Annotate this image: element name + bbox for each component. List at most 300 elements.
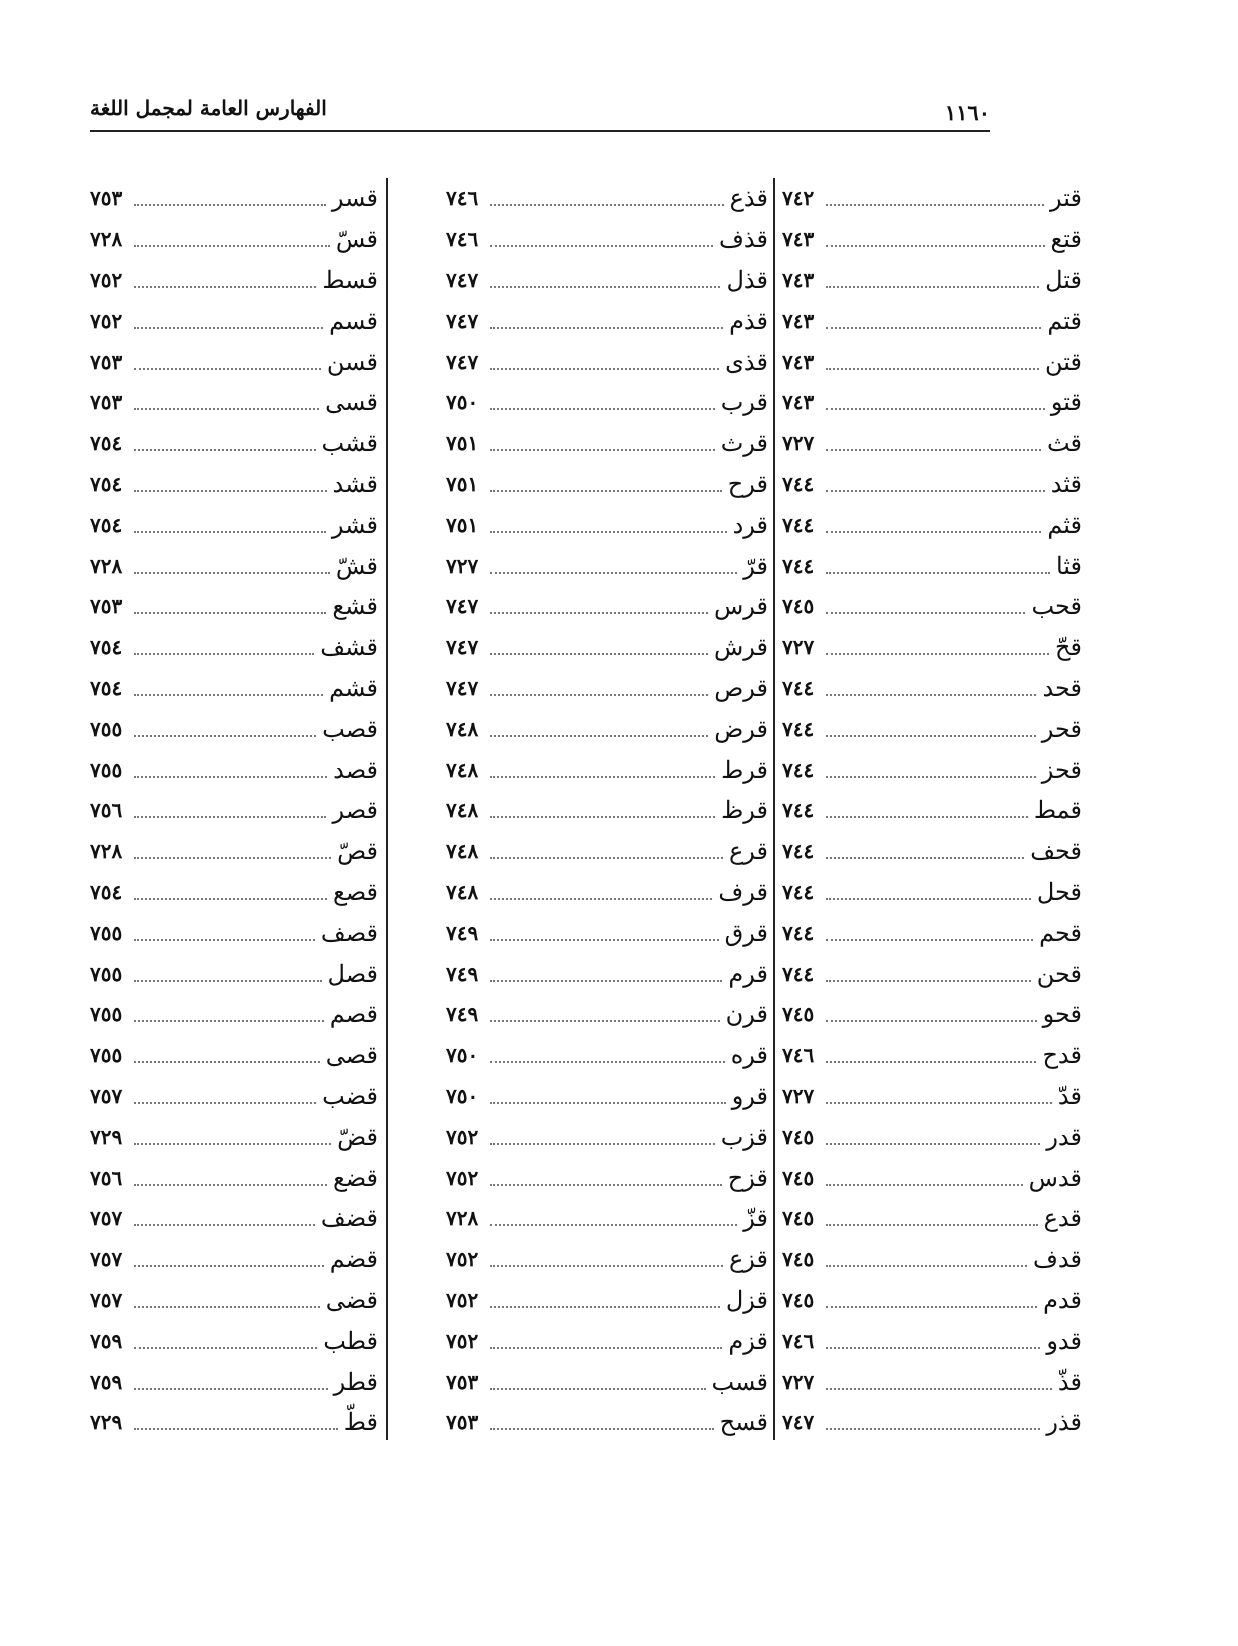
entry-page-number: ٧٥١	[446, 431, 479, 456]
entry-term: قتم	[1047, 306, 1082, 335]
index-entry	[446, 831, 768, 872]
entry-term: قشر	[331, 510, 378, 539]
entry-term: قضى	[325, 1285, 378, 1314]
index-entry	[90, 586, 378, 627]
entry-page-number: ٧٥٢	[446, 1247, 479, 1272]
entry-page-number: ٧٢٧	[446, 553, 479, 578]
entry-term: قصع	[332, 877, 378, 906]
running-title: الفهارس العامة لمجمل اللغة	[90, 96, 327, 120]
entry-page-number: ٧٥٠	[446, 390, 479, 415]
index-entry	[446, 219, 768, 260]
index-entry	[90, 1198, 378, 1239]
dot-leader	[490, 925, 718, 941]
entry-term: قحم	[1039, 918, 1082, 947]
dot-leader	[826, 190, 1044, 206]
index-entry	[782, 219, 1082, 260]
entry-page-number: ٧٤٧	[446, 308, 479, 333]
index-entry	[446, 1280, 768, 1321]
dot-leader	[490, 1210, 737, 1226]
entry-term: قسن	[326, 347, 378, 376]
entry-term: قضّ	[337, 1122, 378, 1151]
entry-page-number: ٧٥٢	[446, 1287, 479, 1312]
entry-page-number: ٧٤٨	[446, 839, 479, 864]
dot-leader	[826, 598, 1025, 614]
index-entry	[90, 831, 378, 872]
entry-term: قث	[1046, 429, 1082, 458]
dot-leader	[134, 1047, 319, 1063]
dot-leader	[490, 1047, 724, 1063]
entry-term: قدح	[1042, 1041, 1082, 1070]
dot-leader	[490, 558, 737, 574]
entry-page-number: ٧٤٨	[446, 757, 479, 782]
entry-page-number: ٧٥٤	[90, 431, 123, 456]
entry-page-number: ٧٥٥	[90, 757, 123, 782]
dot-leader	[826, 1088, 1052, 1104]
entry-page-number: ٧٤٢	[782, 186, 815, 211]
dot-leader	[134, 1170, 327, 1186]
entry-term: قرض	[714, 714, 768, 743]
index-entry	[446, 708, 768, 749]
entry-page-number: ٧٢٨	[90, 553, 123, 578]
dot-leader	[490, 598, 708, 614]
index-entry	[782, 790, 1082, 831]
column-divider	[386, 178, 388, 1440]
entry-page-number: ٧٥٣	[446, 1369, 479, 1394]
dot-leader	[134, 558, 330, 574]
index-entry	[90, 504, 378, 545]
index-entry	[446, 464, 768, 505]
dot-leader	[134, 1251, 324, 1267]
entry-page-number: ٧٥٢	[446, 1328, 479, 1353]
entry-page-number: ٧٥٢	[446, 1165, 479, 1190]
entry-term: قرّ	[743, 551, 768, 580]
entry-page-number: ٧٢٧	[782, 431, 815, 456]
entry-term: قزح	[727, 1163, 768, 1192]
dot-leader	[134, 598, 326, 614]
dot-leader	[826, 1374, 1052, 1390]
dot-leader	[826, 394, 1045, 410]
entry-term: قتن	[1045, 347, 1082, 376]
entry-page-number: ٧٤٣	[782, 390, 815, 415]
index-entry	[782, 504, 1082, 545]
entry-page-number: ٧٤٨	[446, 879, 479, 904]
index-column-1	[782, 178, 1082, 1440]
index-entry	[782, 708, 1082, 749]
dot-leader	[826, 354, 1039, 370]
dot-leader	[826, 1170, 1022, 1186]
entry-term: قشب	[321, 429, 378, 458]
dot-leader	[134, 1088, 316, 1104]
entry-page-number: ٧٥٤	[90, 675, 123, 700]
entry-term: قدو	[1046, 1326, 1082, 1355]
entry-page-number: ٧٤٣	[782, 349, 815, 374]
index-entry	[782, 1320, 1082, 1361]
entry-term: قضم	[329, 1245, 378, 1274]
dot-leader	[134, 476, 326, 492]
dot-leader	[134, 517, 326, 533]
index-entry	[90, 953, 378, 994]
index-entry	[446, 1402, 768, 1443]
index-entry	[446, 300, 768, 341]
dot-leader	[490, 1333, 722, 1349]
entry-term: قحن	[1036, 959, 1082, 988]
index-entry	[782, 1076, 1082, 1117]
entry-page-number: ٧٥٣	[90, 349, 123, 374]
dot-leader	[826, 721, 1036, 737]
dot-leader	[134, 1374, 327, 1390]
entry-page-number: ٧٤٨	[446, 716, 479, 741]
dot-leader	[134, 394, 319, 410]
index-entry	[446, 872, 768, 913]
entry-page-number: ٧٥٧	[90, 1247, 123, 1272]
dot-leader	[826, 435, 1041, 451]
entry-term: قرن	[725, 1000, 768, 1029]
column-divider	[773, 178, 775, 1440]
entry-page-number: ٧٥١	[446, 471, 479, 496]
entry-term: قتو	[1050, 388, 1082, 417]
entry-term: قذر	[1046, 1408, 1082, 1437]
index-entry	[446, 423, 768, 464]
entry-term: قمط	[1033, 796, 1082, 825]
index-entry	[782, 1361, 1082, 1402]
index-column-2	[446, 178, 768, 1440]
entry-page-number: ٧٥٥	[90, 920, 123, 945]
entry-term: قصى	[325, 1041, 378, 1070]
index-entry	[446, 178, 768, 219]
index-entry	[782, 668, 1082, 709]
dot-leader	[134, 1292, 319, 1308]
entry-page-number: ٧٥٣	[90, 594, 123, 619]
index-entry	[90, 382, 378, 423]
entry-page-number: ٧٥٠	[446, 1083, 479, 1108]
entry-page-number: ٧٤٤	[782, 961, 815, 986]
index-entry	[90, 1116, 378, 1157]
entry-page-number: ٧٤٧	[446, 267, 479, 292]
entry-term: قثا	[1055, 551, 1082, 580]
index-entry	[782, 872, 1082, 913]
index-entry	[446, 994, 768, 1035]
entry-term: قسر	[331, 184, 378, 213]
entry-term: قسح	[719, 1408, 768, 1437]
dot-leader	[826, 1047, 1036, 1063]
entry-term: قدس	[1028, 1163, 1082, 1192]
dot-leader	[490, 762, 715, 778]
index-entry	[90, 545, 378, 586]
index-entry	[90, 219, 378, 260]
entry-page-number: ٧٥٢	[446, 1124, 479, 1149]
entry-page-number: ٧٤٥	[782, 1287, 815, 1312]
index-entry	[446, 382, 768, 423]
index-entry	[782, 260, 1082, 301]
entry-term: قثم	[1047, 510, 1082, 539]
entry-term: قرث	[720, 429, 768, 458]
dot-leader	[134, 762, 327, 778]
dot-leader	[134, 639, 314, 655]
entry-term: قذم	[729, 306, 768, 335]
entry-page-number: ٧٢٩	[90, 1410, 123, 1435]
dot-leader	[134, 354, 321, 370]
entry-page-number: ٧٢٨	[90, 227, 123, 252]
dot-leader	[490, 1251, 723, 1267]
dot-leader	[134, 435, 315, 451]
dot-leader	[490, 1088, 725, 1104]
index-entry	[90, 464, 378, 505]
dot-leader	[490, 884, 712, 900]
entry-term: قشّ	[335, 551, 378, 580]
index-entry	[782, 994, 1082, 1035]
entry-page-number: ٧٤٤	[782, 839, 815, 864]
entry-page-number: ٧٥٤	[90, 471, 123, 496]
index-entry	[446, 545, 768, 586]
entry-term: قحب	[1031, 592, 1082, 621]
index-entry	[90, 1280, 378, 1321]
dot-leader	[826, 1333, 1040, 1349]
entry-term: قحر	[1041, 714, 1082, 743]
entry-term: قسّ	[335, 225, 378, 254]
index-entry	[90, 1239, 378, 1280]
dot-leader	[826, 1414, 1040, 1430]
entry-page-number: ٧٥٦	[90, 798, 123, 823]
index-entry	[782, 1035, 1082, 1076]
entry-term: قسط	[322, 265, 378, 294]
entry-page-number: ٧٢٧	[782, 1083, 815, 1108]
dot-leader	[490, 476, 722, 492]
dot-leader	[826, 843, 1024, 859]
index-entry	[90, 790, 378, 831]
entry-term: قصل	[327, 959, 378, 988]
dot-leader	[490, 1374, 705, 1390]
index-entry	[782, 382, 1082, 423]
entry-term: قضع	[332, 1163, 378, 1192]
dot-leader	[490, 1129, 714, 1145]
index-entry	[782, 1239, 1082, 1280]
index-grid	[90, 178, 1082, 1440]
dot-leader	[490, 721, 708, 737]
entry-page-number: ٧٤٦	[446, 227, 479, 252]
index-entry	[446, 953, 768, 994]
entry-page-number: ٧٤٧	[782, 1410, 815, 1435]
page-number: ١١٦٠	[944, 100, 990, 125]
dot-leader	[490, 843, 723, 859]
dot-leader	[826, 517, 1041, 533]
index-entry	[90, 668, 378, 709]
index-entry	[446, 668, 768, 709]
dot-leader	[134, 231, 330, 247]
entry-term: قدف	[1033, 1245, 1082, 1274]
index-entry	[446, 1198, 768, 1239]
entry-term: قذع	[729, 184, 768, 213]
entry-term: قرح	[727, 469, 768, 498]
dot-leader	[134, 1414, 338, 1430]
index-entry	[782, 1198, 1082, 1239]
index-entry	[446, 586, 768, 627]
dot-leader	[826, 1210, 1037, 1226]
index-entry	[90, 178, 378, 219]
dot-leader	[490, 394, 714, 410]
entry-page-number: ٧٢٩	[90, 1124, 123, 1149]
entry-term: قزّ	[743, 1204, 768, 1233]
dot-leader	[826, 272, 1039, 288]
entry-page-number: ٧٥٧	[90, 1206, 123, 1231]
entry-page-number: ٧٤٤	[782, 879, 815, 904]
dot-leader	[826, 802, 1028, 818]
entry-page-number: ٧٤٣	[782, 308, 815, 333]
dot-leader	[490, 802, 715, 818]
entry-term: قسى	[325, 388, 378, 417]
entry-page-number: ٧٤٩	[446, 961, 479, 986]
entry-page-number: ٧٤٤	[782, 798, 815, 823]
index-entry	[782, 1280, 1082, 1321]
dot-leader	[134, 721, 316, 737]
entry-term: قرب	[720, 388, 768, 417]
index-entry	[782, 545, 1082, 586]
entry-term: قزم	[728, 1326, 768, 1355]
dot-leader	[134, 802, 326, 818]
entry-term: قذل	[726, 265, 768, 294]
dot-leader	[826, 1129, 1040, 1145]
index-entry	[446, 260, 768, 301]
index-entry	[90, 1035, 378, 1076]
index-entry	[782, 586, 1082, 627]
index-entry	[90, 872, 378, 913]
dot-leader	[134, 190, 326, 206]
entry-page-number: ٧٤٥	[782, 594, 815, 619]
entry-term: قسب	[711, 1367, 768, 1396]
dot-leader	[826, 1251, 1027, 1267]
entry-page-number: ٧٤٥	[782, 1002, 815, 1027]
index-entry	[446, 1116, 768, 1157]
entry-term: قرق	[724, 918, 768, 947]
entry-term: قحّ	[1055, 633, 1082, 662]
dot-leader	[134, 1333, 317, 1349]
entry-page-number: ٧٤٥	[782, 1206, 815, 1231]
entry-term: قرس	[713, 592, 768, 621]
index-column-3	[90, 178, 378, 1440]
entry-page-number: ٧٥٧	[90, 1287, 123, 1312]
entry-page-number: ٧٥٣	[90, 186, 123, 211]
index-entry	[446, 1361, 768, 1402]
dot-leader	[134, 843, 331, 859]
index-entry	[446, 1320, 768, 1361]
index-entry	[90, 300, 378, 341]
dot-leader	[490, 1006, 719, 1022]
entry-term: قدّ	[1057, 1081, 1082, 1110]
entry-page-number: ٧٤٤	[782, 757, 815, 782]
entry-page-number: ٧٤٧	[446, 675, 479, 700]
entry-page-number: ٧٢٧	[782, 1369, 815, 1394]
entry-page-number: ٧٤٣	[782, 267, 815, 292]
entry-term: قصر	[332, 796, 378, 825]
entry-page-number: ٧٤٣	[782, 227, 815, 252]
entry-page-number: ٧٥٣	[90, 390, 123, 415]
index-entry	[782, 464, 1082, 505]
dot-leader	[490, 966, 722, 982]
index-entry	[90, 1402, 378, 1443]
index-entry	[90, 1076, 378, 1117]
entry-term: قصد	[333, 755, 378, 784]
entry-term: قذف	[719, 225, 768, 254]
entry-term: قشع	[332, 592, 378, 621]
entry-term: قسم	[329, 306, 378, 335]
index-entry	[782, 627, 1082, 668]
dot-leader	[826, 231, 1044, 247]
entry-page-number: ٧٤٤	[782, 512, 815, 537]
index-entry	[782, 423, 1082, 464]
entry-page-number: ٧٢٨	[90, 839, 123, 864]
entry-page-number: ٧٥٤	[90, 879, 123, 904]
entry-page-number: ٧٥٥	[90, 1043, 123, 1068]
entry-term: قطّ	[343, 1408, 378, 1437]
entry-page-number: ٧٤٤	[782, 716, 815, 741]
entry-page-number: ٧٤٤	[782, 675, 815, 700]
entry-term: قطر	[333, 1367, 378, 1396]
index-entry	[782, 178, 1082, 219]
entry-page-number: ٧٥٥	[90, 1002, 123, 1027]
dot-leader	[490, 517, 726, 533]
entry-term: قذى	[725, 347, 768, 376]
entry-page-number: ٧٤٦	[782, 1043, 815, 1068]
entry-page-number: ٧٥٤	[90, 635, 123, 660]
entry-term: قضف	[320, 1204, 378, 1233]
entry-term: قثد	[1050, 469, 1082, 498]
index-entry	[446, 627, 768, 668]
entry-page-number: ٧٥٩	[90, 1328, 123, 1353]
dot-leader	[826, 558, 1050, 574]
entry-term: قحز	[1041, 755, 1082, 784]
entry-term: قرش	[713, 633, 768, 662]
entry-term: قرظ	[721, 796, 768, 825]
index-entry	[90, 994, 378, 1035]
index-entry	[446, 504, 768, 545]
dot-leader	[134, 1129, 331, 1145]
entry-page-number: ٧٤٤	[782, 920, 815, 945]
dot-leader	[826, 1292, 1037, 1308]
entry-page-number: ٧٤٥	[782, 1124, 815, 1149]
dot-leader	[490, 190, 723, 206]
index-entry	[90, 260, 378, 301]
entry-term: قحف	[1030, 837, 1082, 866]
dot-leader	[490, 354, 719, 370]
entry-page-number: ٧٥٠	[446, 1043, 479, 1068]
entry-term: قحل	[1036, 877, 1082, 906]
entry-page-number: ٧٥٦	[90, 1165, 123, 1190]
dot-leader	[134, 272, 316, 288]
entry-term: قدر	[1046, 1122, 1082, 1151]
dot-leader	[826, 476, 1044, 492]
index-entry	[446, 790, 768, 831]
dot-leader	[490, 680, 708, 696]
index-entry	[782, 300, 1082, 341]
entry-page-number: ٧٤٦	[446, 186, 479, 211]
index-entry	[782, 1402, 1082, 1443]
entry-page-number: ٧٤٩	[446, 1002, 479, 1027]
index-entry	[782, 953, 1082, 994]
dot-leader	[490, 1292, 720, 1308]
entry-term: قتع	[1050, 225, 1082, 254]
dot-leader	[134, 1006, 324, 1022]
entry-term: قرع	[728, 837, 768, 866]
entry-page-number: ٧٥٢	[90, 267, 123, 292]
dot-leader	[490, 231, 713, 247]
index-entry	[90, 1361, 378, 1402]
dot-leader	[134, 925, 315, 941]
entry-term: قرو	[731, 1081, 768, 1110]
entry-page-number: ٧٤٥	[782, 1247, 815, 1272]
entry-term: قدم	[1043, 1285, 1082, 1314]
entry-term: قره	[730, 1041, 768, 1070]
dot-leader	[826, 1006, 1036, 1022]
entry-term: قدع	[1043, 1204, 1082, 1233]
